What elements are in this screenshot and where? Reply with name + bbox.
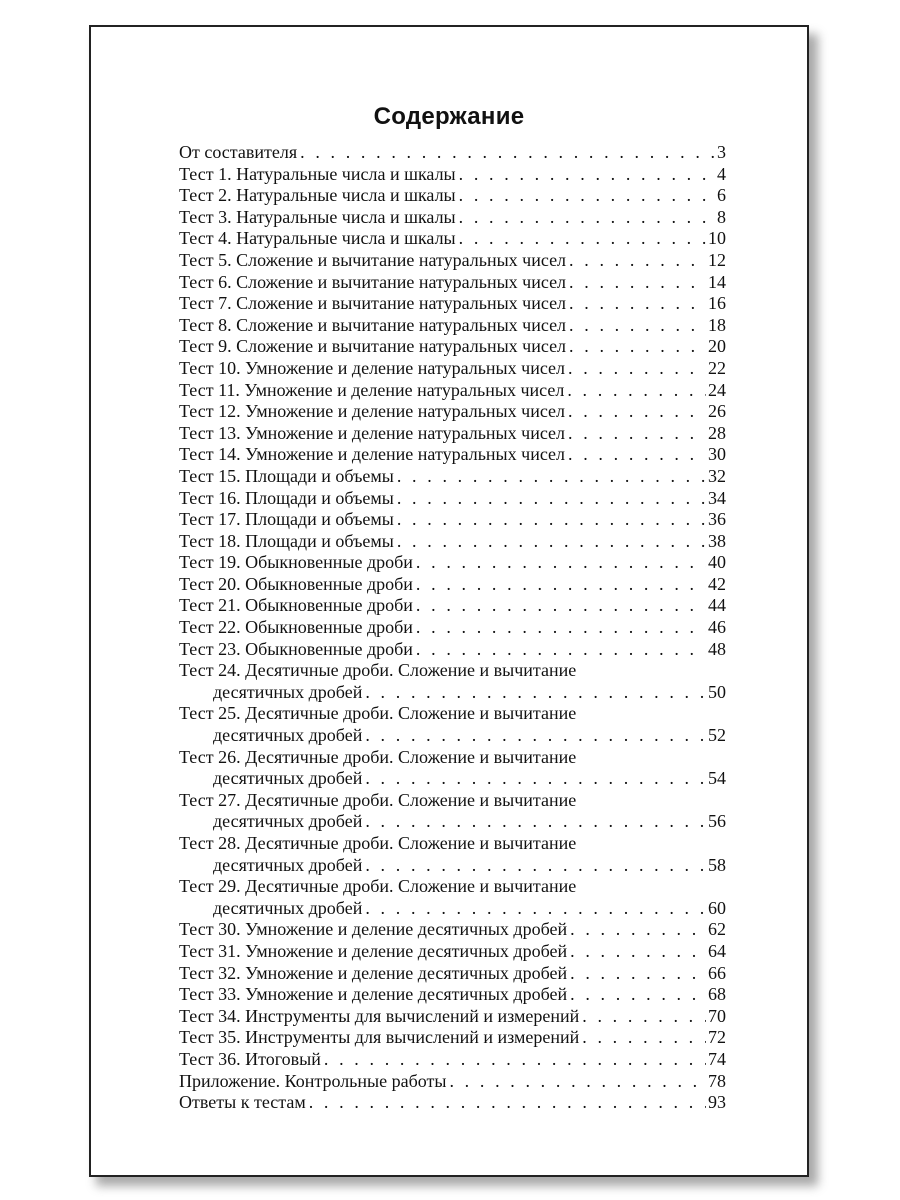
toc-entry	[179, 574, 726, 596]
dot-leader	[579, 1006, 706, 1028]
toc-entry-title: Тест 3. Натуральные числа и шкалы	[179, 206, 456, 227]
toc-entry-title: Тест 4. Натуральные числа и шкалы	[179, 228, 456, 249]
toc-entry-title: Тест 21. Обыкновенные дроби	[179, 595, 413, 616]
toc-entry	[179, 1027, 726, 1049]
toc-entry-title: Тест 19. Обыкновенные дроби	[179, 552, 413, 573]
toc-entry-title: Тест 9. Сложение и вычитание натуральных чисел	[179, 336, 567, 357]
toc-entry-page: 62	[708, 919, 726, 940]
toc-entry	[179, 703, 726, 746]
dot-leader	[413, 617, 706, 639]
dot-leader	[567, 984, 706, 1006]
toc-entry-title: Тест 23. Обыкновенные дроби	[179, 638, 413, 659]
toc-entry-title: Тест 29. Десятичные дроби. Сложение и вычитание	[179, 876, 577, 897]
toc-entry-page: 22	[708, 357, 726, 378]
toc-entry-title: Тест 32. Умножение и деление десятичных дробей	[179, 962, 568, 983]
toc-entry-page: 26	[708, 401, 726, 422]
toc-entry-page: 93	[708, 1092, 726, 1113]
document-page	[89, 25, 809, 1177]
dot-leader	[566, 293, 706, 315]
dot-leader	[413, 574, 706, 596]
toc-entry-title: Тест 1. Натуральные числа и шкалы	[179, 163, 456, 184]
page-title: Содержание	[373, 103, 525, 130]
dot-leader	[565, 423, 706, 445]
toc-entry	[179, 1092, 726, 1114]
toc-entry-page: 68	[708, 984, 726, 1005]
toc-entry-page: 6	[717, 185, 726, 206]
toc-entry-title: Тест 31. Умножение и деление десятичных дробей	[179, 940, 568, 961]
toc-entry-page: 12	[708, 249, 726, 270]
toc-entry-title-continued: десятичных дробей	[213, 811, 363, 832]
toc-entry-title-continued: десятичных дробей	[213, 854, 363, 875]
toc-entry-page: 70	[708, 1005, 726, 1026]
toc-entry-page: 8	[717, 206, 726, 227]
dot-leader	[456, 228, 706, 250]
toc-entry-title: Тест 5. Сложение и вычитание натуральных чисел	[179, 249, 567, 270]
toc-entry-title: Тест 22. Обыкновенные дроби	[179, 617, 413, 638]
dot-leader	[566, 250, 706, 272]
dot-leader	[565, 401, 706, 423]
toc-entry-page: 42	[708, 573, 726, 594]
toc-entry-title: Тест 33. Умножение и деление десятичных дробей	[179, 984, 568, 1005]
dot-leader	[456, 185, 715, 207]
toc-entry-title: Тест 30. Умножение и деление десятичных дробей	[179, 919, 568, 940]
toc-entry	[179, 423, 726, 445]
toc-entry-title: Тест 35. Инструменты для вычислений и измерений	[179, 1027, 580, 1048]
toc-entry	[179, 984, 726, 1006]
dot-leader	[321, 1049, 706, 1071]
toc-entry	[179, 185, 726, 207]
toc-entry-title: Тест 10. Умножение и деление натуральных чисел	[179, 357, 566, 378]
dot-leader	[362, 768, 706, 790]
dot-leader	[362, 855, 706, 877]
toc-entry	[179, 876, 726, 919]
toc-entry-page: 44	[708, 595, 726, 616]
toc-entry-title: Тест 18. Площади и объемы	[179, 530, 394, 551]
toc-entry-page: 4	[717, 163, 726, 184]
dot-leader	[362, 682, 706, 704]
toc-entry-title-continued: десятичных дробей	[213, 681, 363, 702]
toc-entry-title: Тест 8. Сложение и вычитание натуральных чисел	[179, 314, 567, 335]
toc-entry-title: Тест 2. Натуральные числа и шкалы	[179, 185, 456, 206]
toc-entry	[179, 250, 726, 272]
toc-entry-page: 64	[708, 940, 726, 961]
toc-entry-page: 78	[708, 1070, 726, 1091]
toc-entry	[179, 552, 726, 574]
dot-leader	[362, 898, 706, 920]
toc-entry-page: 38	[708, 530, 726, 551]
toc-entry-page: 40	[708, 552, 726, 573]
toc-entry	[179, 228, 726, 250]
dot-leader	[567, 963, 706, 985]
dot-leader	[394, 509, 706, 531]
toc-entry	[179, 531, 726, 553]
toc-entry-title: Тест 24. Десятичные дроби. Сложение и вычитание	[179, 660, 577, 681]
toc-entry	[179, 336, 726, 358]
toc-entry-title: Тест 17. Площади и объемы	[179, 509, 394, 530]
toc-entry-page: 58	[708, 854, 726, 875]
toc-entry-page: 16	[708, 293, 726, 314]
dot-leader	[297, 142, 715, 164]
toc-entry-page: 24	[708, 379, 726, 400]
toc-entry	[179, 790, 726, 833]
toc-entry-page: 74	[708, 1048, 726, 1069]
toc-entry-title: Тест 12. Умножение и деление натуральных чисел	[179, 401, 566, 422]
toc-entry	[179, 509, 726, 531]
toc-entry	[179, 919, 726, 941]
toc-entry-page: 66	[708, 962, 726, 983]
toc-entry-page: 28	[708, 422, 726, 443]
dot-leader	[456, 207, 715, 229]
toc-entry	[179, 941, 726, 963]
dot-leader	[362, 725, 706, 747]
toc-entry-page: 32	[708, 465, 726, 486]
toc-entry	[179, 207, 726, 229]
toc-entry-page: 14	[708, 271, 726, 292]
toc-entry-title: Тест 11. Умножение и деление натуральных чисел	[179, 379, 565, 400]
toc-entry	[179, 1049, 726, 1071]
toc-entry-page: 34	[708, 487, 726, 508]
dot-leader	[565, 358, 706, 380]
dot-leader	[567, 941, 706, 963]
toc-entry	[179, 380, 726, 402]
toc-entry-page: 46	[708, 617, 726, 638]
toc-entry-title: Тест 15. Площади и объемы	[179, 465, 394, 486]
toc-entry-page: 30	[708, 444, 726, 465]
toc-entry	[179, 401, 726, 423]
toc-entry-title-continued: десятичных дробей	[213, 768, 363, 789]
toc-entry-title: Тест 14. Умножение и деление натуральных чисел	[179, 444, 566, 465]
toc-entry-title: Тест 36. Итоговый	[179, 1048, 321, 1069]
toc-entry-title-continued: десятичных дробей	[213, 897, 363, 918]
toc-entry	[179, 488, 726, 510]
toc-entry-title: Тест 16. Площади и объемы	[179, 487, 394, 508]
toc-entry	[179, 1071, 726, 1093]
dot-leader	[413, 595, 706, 617]
toc-entry	[179, 142, 726, 164]
toc-entry-title: Тест 25. Десятичные дроби. Сложение и вычитание	[179, 703, 577, 724]
toc-entry-page: 10	[708, 228, 726, 249]
dot-leader	[566, 272, 706, 294]
toc-entry	[179, 617, 726, 639]
toc-entry-title: Тест 34. Инструменты для вычислений и измерений	[179, 1005, 580, 1026]
dot-leader	[567, 919, 706, 941]
dot-leader	[413, 552, 706, 574]
toc-entry	[179, 293, 726, 315]
toc-entry-page: 20	[708, 336, 726, 357]
toc-entry-page: 72	[708, 1027, 726, 1048]
toc-entry-page: 50	[708, 681, 726, 702]
toc-entry-page: 18	[708, 314, 726, 335]
toc-entry-title: Тест 27. Десятичные дроби. Сложение и вычитание	[179, 789, 577, 810]
toc-entry-page: 36	[708, 509, 726, 530]
dot-leader	[456, 164, 715, 186]
toc-entry-page: 52	[708, 725, 726, 746]
toc-entry	[179, 1006, 726, 1028]
toc-entry	[179, 444, 726, 466]
dot-leader	[564, 380, 706, 402]
dot-leader	[413, 639, 706, 661]
dot-leader	[579, 1027, 706, 1049]
toc-entry	[179, 747, 726, 790]
toc-entry	[179, 639, 726, 661]
toc-entry-page: 48	[708, 638, 726, 659]
toc-entry-title: От составителя	[179, 142, 298, 162]
dot-leader	[394, 466, 706, 488]
toc-entry	[179, 466, 726, 488]
dot-leader	[566, 336, 706, 358]
toc-entry	[179, 315, 726, 337]
table-of-contents	[179, 142, 726, 1114]
toc-entry-title: Тест 6. Сложение и вычитание натуральных чисел	[179, 271, 567, 292]
toc-entry-page: 54	[708, 768, 726, 789]
toc-entry	[179, 833, 726, 876]
dot-leader	[394, 531, 706, 553]
dot-leader	[306, 1092, 706, 1114]
toc-entry-title: Тест 26. Десятичные дроби. Сложение и вычитание	[179, 746, 577, 767]
toc-entry	[179, 272, 726, 294]
toc-entry-title: Тест 20. Обыкновенные дроби	[179, 573, 413, 594]
dot-leader	[566, 315, 706, 337]
toc-entry	[179, 358, 726, 380]
toc-entry-title: Тест 7. Сложение и вычитание натуральных чисел	[179, 293, 567, 314]
toc-entry	[179, 963, 726, 985]
toc-entry-title: Приложение. Контрольные работы	[179, 1070, 447, 1091]
toc-entry-title: Тест 28. Десятичные дроби. Сложение и вычитание	[179, 833, 577, 853]
toc-entry-title-continued: десятичных дробей	[213, 725, 363, 746]
toc-entry	[179, 595, 726, 617]
dot-leader	[362, 811, 706, 833]
toc-entry	[179, 660, 726, 703]
dot-leader	[446, 1071, 706, 1093]
toc-entry	[179, 164, 726, 186]
toc-entry-page: 56	[708, 811, 726, 832]
dot-leader	[565, 444, 706, 466]
toc-entry-page: 60	[708, 897, 726, 918]
dot-leader	[394, 488, 706, 510]
toc-entry-title: Ответы к тестам	[179, 1092, 306, 1113]
toc-entry-page: 3	[717, 142, 726, 162]
toc-entry-title: Тест 13. Умножение и деление натуральных чисел	[179, 422, 566, 443]
